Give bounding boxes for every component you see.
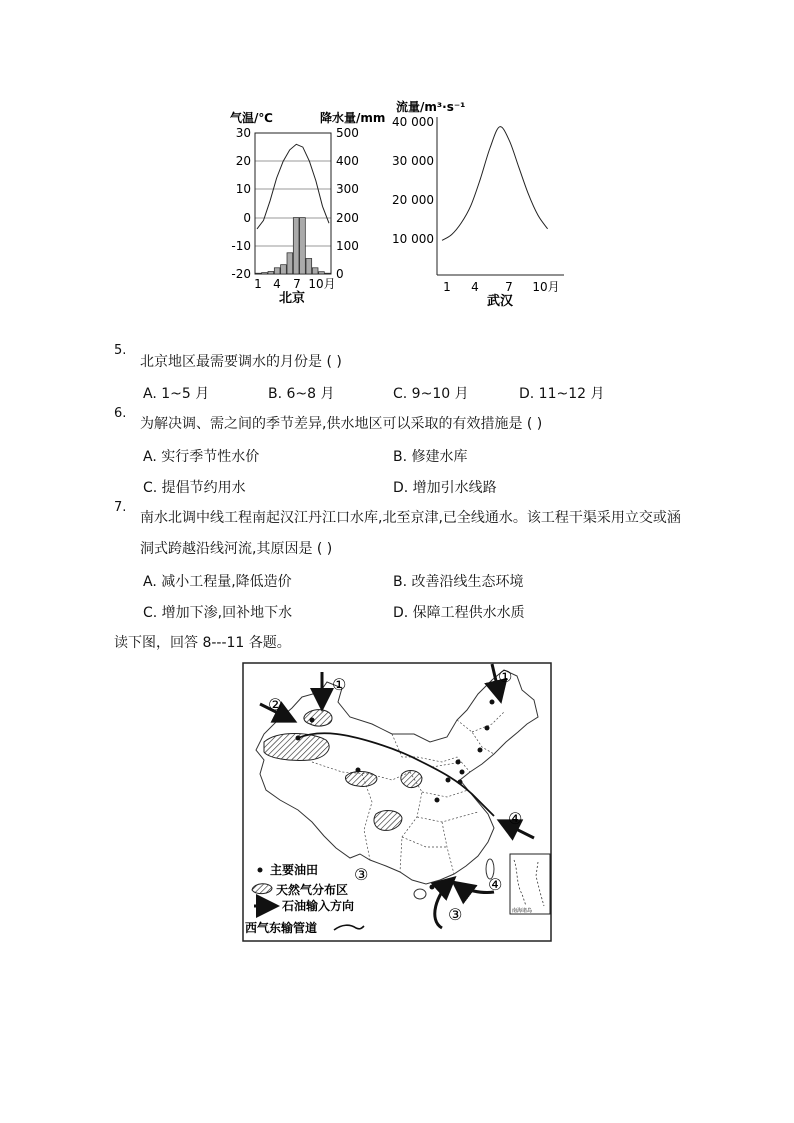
temp-tick-10: 10 [235,182,251,196]
precipitation-bar-9 [306,259,312,275]
x-tick-1: 1 [443,280,451,294]
label-3-west: ③ [354,865,369,884]
oilfield-dot [490,700,495,705]
south-china-sea-inset [510,854,550,914]
precip-tick-100: 100 [336,239,359,253]
precipitation-axis-label: 降水量/mm [320,111,386,125]
flow-tick-40000: 40 000 [392,115,434,129]
label-4-south: ④ [488,875,503,894]
label-4-east: ④ [508,809,523,828]
temp-tick-neg20: -20 [231,267,251,281]
flow-ticks [392,115,434,246]
inset-label: 南海诸岛 [512,908,533,914]
x-tick-7: 7 [293,277,301,291]
label-1-west: ① [332,675,347,694]
oilfield-dot [458,780,463,785]
legend-pipeline-label: 西气东输管道 [245,921,318,935]
china-energy-map [242,662,552,942]
precip-tick-300: 300 [336,182,359,196]
precip-tick-200: 200 [336,211,359,225]
precipitation-bar-7 [293,218,299,274]
x-tick-10: 10月 [308,277,336,291]
question-number: 7. [114,500,127,515]
flow-tick-20000: 20 000 [392,193,434,207]
wuhan-x-ticks [443,280,559,294]
oilfield-dot [485,726,490,731]
precipitation-bar-12 [325,273,331,274]
oilfield-dot [430,885,435,890]
option-c[interactable]: C. 增加下渗,回补地下水 [143,605,293,621]
precipitation-bar-8 [300,218,306,274]
option-d[interactable]: D. 11~12 月 [519,386,605,402]
legend-oilfield-label: 主要油田 [270,863,319,877]
gas-area-junggar [304,710,332,726]
temperature-axis-label: 气温/℃ [230,111,273,125]
legend-import-label: 石油输入方向 [282,899,355,913]
option-c[interactable]: C. 提倡节约用水 [143,480,246,496]
gas-area-ordos [401,771,422,788]
x-tick-7: 7 [505,280,513,294]
oilfield-dot [296,736,301,741]
label-2: ② [268,695,283,714]
precipitation-bar-11 [319,272,325,274]
temperature-curve [257,144,329,229]
question-text: 北京地区最需要调水的月份是 ( ) [140,354,342,370]
question-number: 6. [114,406,127,421]
oilfield-dot [310,718,315,723]
precip-tick-500: 500 [336,126,359,140]
oilfield-dot [456,760,461,765]
oilfield-dot [356,768,361,773]
flow-tick-10000: 10 000 [392,232,434,246]
temperature-ticks [231,126,251,281]
oilfield-dot [478,748,483,753]
beijing-caption: 北京 [278,291,306,305]
temp-tick-0: 0 [243,211,251,225]
oilfield-dot [446,778,451,783]
option-a[interactable]: A. 1~5 月 [143,386,210,402]
option-b[interactable]: B. 改善沿线生态环境 [393,574,524,590]
option-d[interactable]: D. 增加引水线路 [393,480,497,496]
gas-area-qaidam [346,772,377,787]
precipitation-bar-10 [312,268,318,274]
question-number: 5. [114,343,127,358]
precip-tick-0: 0 [336,267,344,281]
question-text-line1: 南水北调中线工程南起汉江丹江口水库,北至京津,已全线通水。该工程干渠采用立交或涵 [140,510,681,526]
option-a[interactable]: A. 实行季节性水价 [143,449,260,465]
beijing-climate-chart [222,105,402,305]
option-d[interactable]: D. 保障工程供水水质 [393,605,525,621]
precipitation-bar-3 [268,272,274,275]
map-instructions: 读下图，回答 8---11 各题。 [114,635,291,651]
precipitation-bar-6 [287,253,293,274]
wuhan-caption: 武汉 [486,294,514,309]
precipitation-bar-1 [255,273,261,274]
temp-tick-neg10: -10 [231,239,251,253]
label-1-east: ① [498,667,513,686]
legend-gas-swatch [252,884,272,894]
label-3-south: ③ [448,905,463,924]
temp-tick-20: 20 [235,154,251,168]
option-a[interactable]: A. 减小工程量,降低造价 [143,574,292,590]
option-b[interactable]: B. 修建水库 [393,449,468,465]
temp-tick-30: 30 [235,126,251,140]
precipitation-bar-4 [274,268,280,274]
precipitation-bar-5 [281,265,287,274]
precip-tick-400: 400 [336,154,359,168]
flow-curve [442,127,548,241]
flow-tick-30000: 30 000 [392,154,434,168]
legend-oilfield-dot [258,868,263,873]
x-tick-10: 10月 [532,280,560,294]
precipitation-ticks [336,126,359,281]
beijing-x-ticks [254,277,335,291]
option-b[interactable]: B. 6~8 月 [268,386,335,402]
x-tick-4: 4 [273,277,281,291]
question-text-line2: 洞式跨越沿线河流,其原因是 ( ) [140,541,333,557]
flow-axis-label: 流量/m³·s⁻¹ [396,100,466,114]
precipitation-bar-2 [262,273,268,274]
x-tick-4: 4 [471,280,479,294]
wuhan-flow-chart [392,95,572,310]
option-c[interactable]: C. 9~10 月 [393,386,469,402]
x-tick-1: 1 [254,277,262,291]
question-text: 为解决调、需之间的季节差异,供水地区可以采取的有效措施是 ( ) [140,416,543,432]
legend-gas-label: 天然气分布区 [276,883,349,897]
oilfield-dot [460,770,465,775]
oilfield-dot [435,798,440,803]
